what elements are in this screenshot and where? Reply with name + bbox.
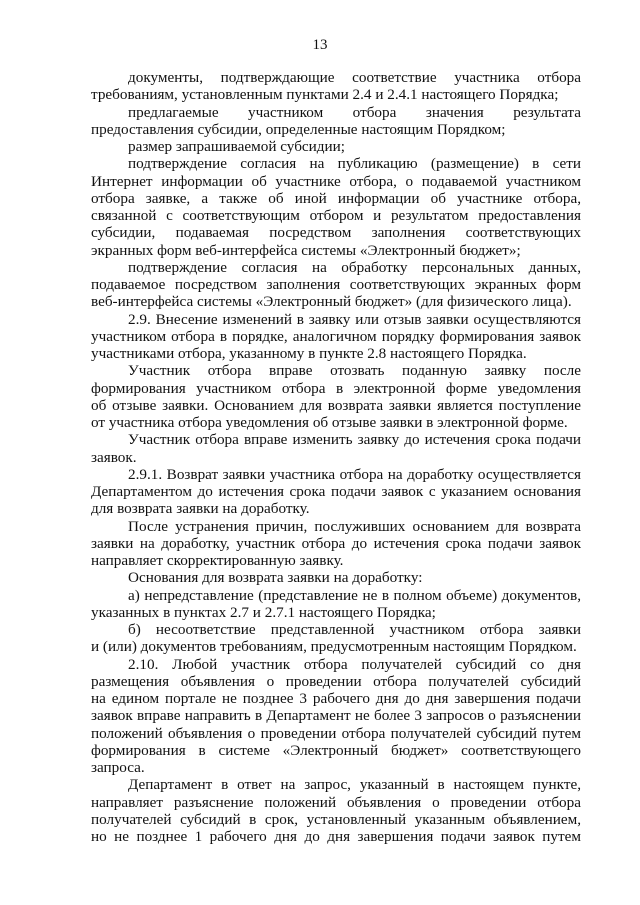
text-line: участником отбора в порядке, аналогичном порядку формирования заявок bbox=[91, 327, 581, 345]
text-line: 2.9. Внесение изменений в заявку или отзыв заявки осуществляются bbox=[128, 310, 581, 328]
text-line: для возврата заявки на доработку. bbox=[91, 500, 310, 518]
text-line: требованиям, установленным пунктами 2.4 и 2.4.1 настоящего Порядка; bbox=[91, 86, 559, 104]
text-line: размер запрашиваемой субсидии; bbox=[128, 138, 345, 155]
text-line: размещения объявления о проведении отбора получателей субсидий bbox=[91, 672, 581, 690]
text-line: подтверждение согласия на обработку персональных данных, bbox=[128, 258, 581, 276]
text-line: но не позднее 1 рабочего дня до дня завершения подачи заявок путем bbox=[91, 828, 581, 845]
text-line: субсидии, подаваемая посредством заполнения соответствующих bbox=[91, 224, 581, 242]
text-line: Участник отбора вправе изменить заявку до истечения срока подачи bbox=[128, 431, 581, 449]
text-line: запроса. bbox=[91, 759, 145, 776]
text-line: заявок. bbox=[91, 448, 137, 466]
page-number: 13 bbox=[312, 37, 328, 53]
text-line: 2.10. Любой участник отбора получателей субсидий со дня bbox=[128, 655, 581, 673]
text-line: направляет разъяснение положений объявления о проведении отбора bbox=[91, 793, 581, 811]
text-line: отбора заявке, а также об иной информации об участнике отбора, bbox=[91, 189, 581, 207]
text-line: б) несоответствие представленной участником отбора заявки bbox=[128, 621, 581, 638]
text-line: Департамент в ответ на запрос, указанный в настоящем пункте, bbox=[128, 776, 581, 794]
text-line: Участник отбора вправе отозвать поданную заявку после bbox=[128, 362, 581, 380]
text-line: связанной с соответствующим отбором и результатом предоставления bbox=[91, 207, 581, 224]
text-line: заявки на доработку, участник отбора до истечения срока подачи заявок bbox=[91, 534, 581, 552]
text-line: веб-интерфейса системы «Электронный бюджет» (для физического лица). bbox=[91, 293, 572, 311]
text-line: на едином портале не позднее 3 рабочего дня до дня завершения подачи bbox=[91, 690, 581, 707]
text-line: положений объявления о проведении отбора получателей субсидий путем bbox=[91, 724, 581, 742]
text-line: получателей субсидий в срок, установленный указанным объявлением, bbox=[91, 810, 581, 828]
text-line: формирования участником отбора в электронной форме уведомления bbox=[91, 379, 581, 397]
text-line: направляет скорректированную заявку. bbox=[91, 552, 344, 569]
text-line: предлагаемые участником отбора значения результата bbox=[128, 103, 581, 121]
text-line: 2.9.1. Возврат заявки участника отбора на доработку осуществляется bbox=[128, 465, 581, 483]
text-line: заявок вправе направить в Департамент не более 3 запросов о разъяснении bbox=[91, 707, 581, 725]
text-line: и (или) документов требованиям, предусмотренным настоящим Порядком. bbox=[91, 638, 577, 656]
text-line: от участника отбора уведомления об отзыве заявки в электронной форме. bbox=[91, 414, 568, 431]
text-line: участниками отбора, указанному в пункте 2.8 настоящего Порядка. bbox=[91, 345, 527, 362]
text-line: а) непредставление (представление не в полном объеме) документов, bbox=[128, 586, 581, 604]
text-line: подтверждение согласия на публикацию (размещение) в сети bbox=[128, 155, 581, 173]
text-line: Департаментом до истечения срока подачи заявок с указанием основания bbox=[91, 483, 581, 500]
document-body bbox=[91, 69, 581, 845]
text-line: предоставления субсидии, определенные настоящим Порядком; bbox=[91, 120, 506, 138]
text-line: формирования в системе «Электронный бюджет» соответствующего bbox=[91, 741, 581, 759]
text-line: Основания для возврата заявки на доработку: bbox=[128, 569, 423, 587]
text-line: об отзыве заявки. Основанием для возврата заявки является поступление bbox=[91, 396, 581, 414]
text-line: указанных в пунктах 2.7 и 2.7.1 настоящего Порядка; bbox=[91, 603, 436, 621]
text-line: После устранения причин, послуживших основанием для возврата bbox=[128, 517, 581, 535]
text-line: экранных форм веб-интерфейса системы «Электронный бюджет»; bbox=[91, 241, 521, 259]
text-line: подаваемое посредством заполнения соответствующих экранных форм bbox=[91, 276, 581, 293]
text-line: документы, подтверждающие соответствие участника отбора bbox=[128, 69, 581, 86]
text-line: Интернет информации об участнике отбора, о подаваемой участником bbox=[91, 172, 581, 190]
